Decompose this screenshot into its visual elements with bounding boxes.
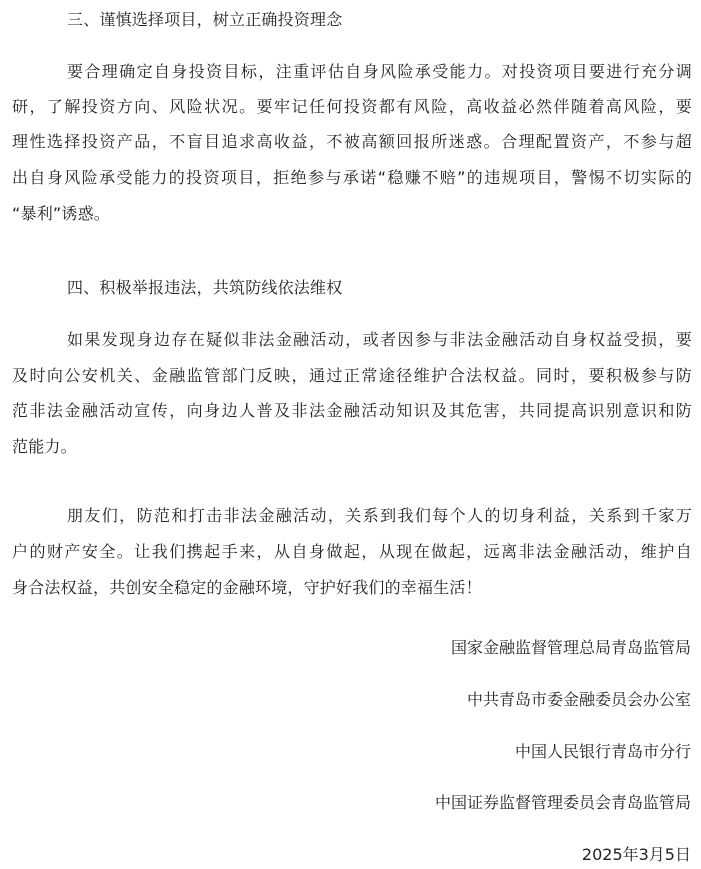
section-heading-3: 三、谨慎选择项目，树立正确投资理念 — [67, 10, 343, 29]
section-4-line-2: 及时向公安机关、金融监管部门反映，通过正常途径维护合法权益。同时，要积极参与防 — [12, 366, 692, 385]
section-3-line-4: 出自身风险承受能力的投资项目，拒绝参与承诺“稳赚不赔”的违规项目，警惕不切实际的 — [12, 168, 692, 187]
signature-pboc-qingdao: 中国人民银行青岛市分行 — [514, 742, 691, 761]
closing-line-3: 身合法权益，共创安全稳定的金融环境，守护好我们的幸福生活！ — [12, 578, 482, 597]
section-4-line-3: 范非法金融活动宣传，向身边人普及非法金融活动知识及其危害，共同提高识别意识和防 — [12, 401, 692, 420]
section-3-line-1: 要合理确定自身投资目标，注重评估自身风险承受能力。对投资项目要进行充分调 — [67, 62, 692, 81]
closing-line-2: 户的财产安全。让我们携起手来，从自身做起，从现在做起，远离非法金融活动，维护自 — [12, 542, 692, 561]
signature-qingdao-finance-committee: 中共青岛市委金融委员会办公室 — [466, 690, 691, 709]
signature-nfra-qingdao: 国家金融监督管理总局青岛监管局 — [450, 638, 691, 657]
document-date: 2025年3月5日 — [581, 845, 691, 864]
section-heading-4: 四、积极举报违法，共筑防线依法维权 — [67, 278, 343, 297]
section-3-line-5: “暴利”诱惑。 — [12, 204, 110, 223]
section-3-line-3: 理性选择投资产品，不盲目追求高收益，不被高额回报所迷惑。合理配置资产，不参与超 — [12, 132, 692, 151]
closing-line-1: 朋友们，防范和打击非法金融活动，关系到我们每个人的切身利益，关系到千家万 — [67, 506, 692, 525]
signature-csrc-qingdao: 中国证券监督管理委员会青岛监管局 — [434, 793, 691, 812]
section-3-line-2: 研，了解投资方向、风险状况。要牢记任何投资都有风险，高收益必然伴随着高风险，要 — [12, 97, 692, 116]
section-4-line-4: 范能力。 — [12, 437, 77, 456]
section-4-line-1: 如果发现身边存在疑似非法金融活动，或者因参与非法金融活动自身权益受损，要 — [67, 330, 692, 349]
